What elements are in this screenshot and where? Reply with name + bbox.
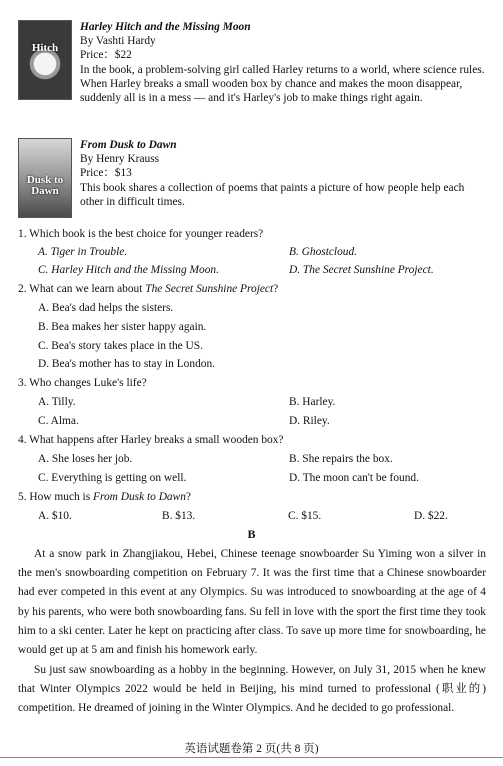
option-3c: C. Alma. [38, 415, 79, 427]
bottom-divider [0, 757, 503, 758]
book-price: Price：$22 [80, 49, 132, 62]
passage-paragraph-1: At a snow park in Zhangjiakou, Hebei, Chinese teenage snowboarder Su Yiming won a silver in the men's snowboarding competition on February 7. It was the first time that a Chinese snowboarder had ever competed in this event at any Olympics. Su was introduced to snowboarding at the age of 4 by his parents, who were both snowboarding fans. Su fell in love with the sport the first time they took him to a ski center. Later he kept on practicing after class. To save up more time for snowboarding, he would get up at 5 am and finish his homework early. [18, 548, 486, 657]
option-5b: B. $13. [162, 510, 196, 522]
book-author: By Vashti Hardy [80, 35, 156, 48]
option-3a: A. Tilly. [38, 396, 76, 408]
option-4a: A. She loses her job. [38, 453, 133, 465]
question-5-stem: 5. How much is [18, 491, 93, 503]
question-3: 3. Who changes Luke's life? [18, 377, 147, 389]
option-1c: C. Harley Hitch and the Missing Moon. [38, 264, 219, 276]
option-3d: D. Riley. [289, 415, 330, 427]
option-5c: C. $15. [288, 510, 322, 522]
question-2-end: ? [273, 283, 279, 295]
option-4c: C. Everything is getting on well. [38, 472, 187, 484]
option-2b: B. Bea makes her sister happy again. [38, 321, 207, 333]
section-heading: B [247, 527, 256, 541]
book-title: From Dusk to Dawn [80, 139, 177, 151]
option-3b: B. Harley. [289, 396, 336, 408]
option-5d: D. $22. [414, 510, 448, 522]
question-5-end: ? [185, 491, 191, 503]
question-5-italic: From Dusk to Dawn [93, 491, 186, 503]
page-footer: 英语试题卷第 2 页(共 8 页) [184, 743, 319, 755]
book-description: In the book, a problem-solving girl called Harley returns to a world, where science rules. When Harley breaks a small wooden box by chance and makes the moon disappear, suddenly all is in a mess — and it's Harley's job to make things right again. [80, 63, 485, 105]
book-info [80, 138, 490, 209]
option-2a: A. Bea's dad helps the sisters. [38, 302, 174, 314]
option-5a: A. $10. [38, 510, 72, 522]
book-price: Price：$13 [80, 167, 132, 180]
question-1: 1. Which book is the best choice for younger readers? [18, 228, 264, 240]
book-info [80, 20, 490, 105]
question-4: 4. What happens after Harley breaks a small wooden box? [18, 434, 284, 446]
option-4b: B. She repairs the box. [289, 453, 393, 465]
option-2d: D. Bea's mother has to stay in London. [38, 358, 215, 370]
book-title: Harley Hitch and the Missing Moon [80, 21, 251, 33]
cover-title: Hitch [31, 42, 59, 54]
option-1a: A. Tiger in Trouble. [38, 246, 128, 258]
question-2-italic: The Secret Sunshine Project [145, 283, 274, 295]
book-description: This book shares a collection of poems that paints a picture of how people help each other in difficult times. [80, 181, 465, 208]
question-2 [18, 281, 278, 297]
book-author: By Henry Krauss [80, 153, 160, 166]
book-cover-image [18, 20, 72, 100]
option-2c: C. Bea's story takes place in the US. [38, 340, 203, 352]
option-1b: B. Ghostcloud. [289, 246, 358, 258]
question-5 [18, 489, 191, 505]
passage-paragraph-2: Su just saw snowboarding as a hobby in the beginning. However, on July 31, 2015 when he knew that Winter Olympics 2022 would be held in Beijing, his mind turned to professional (职业的) competition. He dreamed of joining in the Winter Olympics. And he decided to go professional. [18, 664, 486, 715]
option-1d: D. The Secret Sunshine Project. [289, 264, 434, 276]
question-2-stem: 2. What can we learn about [18, 283, 146, 295]
book-cover-image [18, 138, 72, 218]
cover-title: Dusk to Dawn [26, 174, 64, 197]
option-4d: D. The moon can't be found. [289, 472, 419, 484]
